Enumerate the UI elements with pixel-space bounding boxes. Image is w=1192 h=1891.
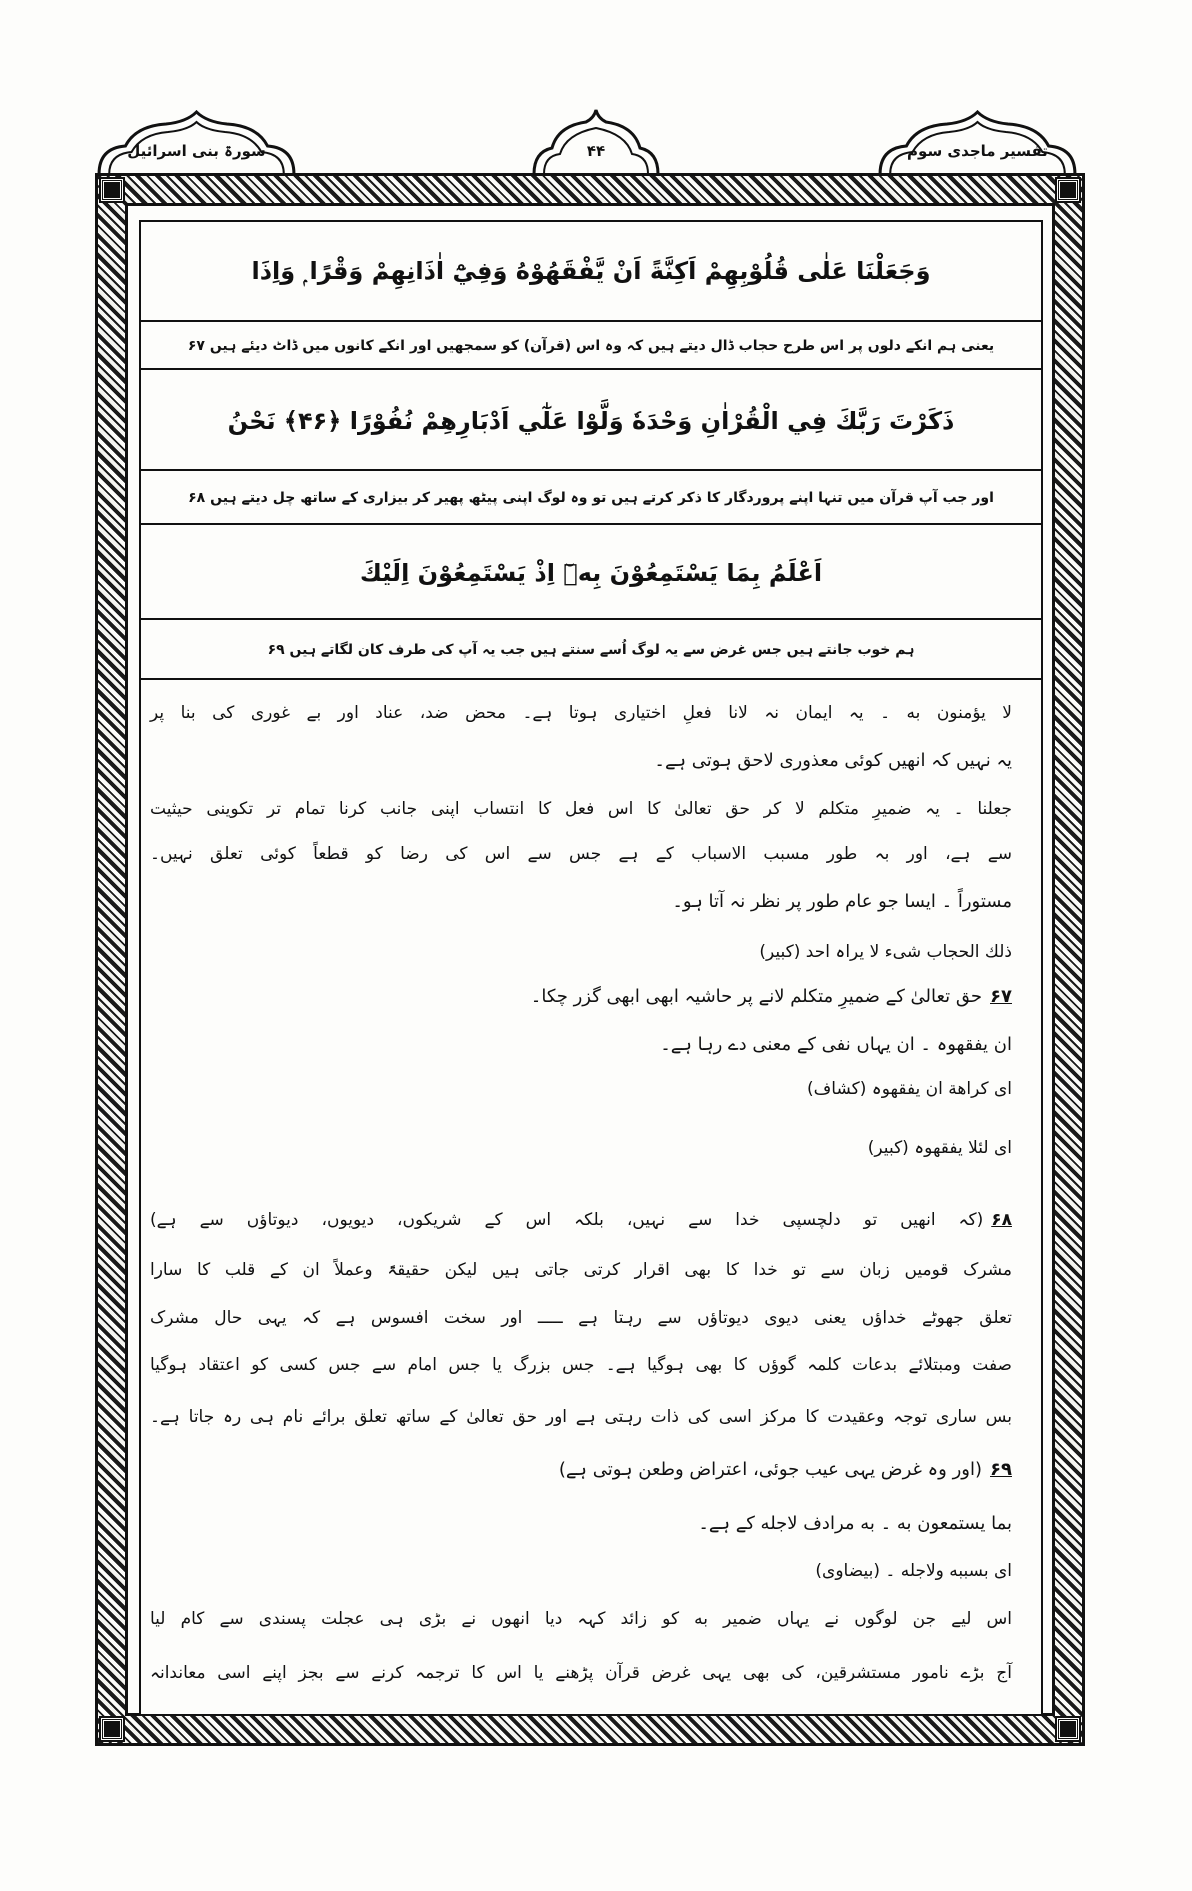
commentary-line (150, 1205, 1012, 1235)
corner-square-icon (101, 179, 123, 201)
footnote-text: حق تعالیٰ کے ضمیرِ متکلم لانے پر حاشیہ ابھی ابھی گزر چکا۔ (530, 986, 983, 1007)
footnote-marker: ۶۸ (991, 1210, 1012, 1230)
verse-arabic-1 (141, 222, 1041, 322)
commentary-line: ای بسببه ولاجله ۔ (بیضاوی) (815, 1561, 1012, 1581)
verse-arabic-3 (141, 527, 1041, 620)
verse-arabic-2 (141, 372, 1041, 471)
footnote-text: (اور وہ غرض یہی عیب جوئی، اعتراض وطعن ہوتی ہے) (558, 1459, 983, 1480)
commentary-line: تعلق جھوٹے خداؤں یعنی دیوی دیوتاؤں سے رہتا ہے ـــــ اور سخت افسوس ہے کہ یہی حال مشرک (150, 1308, 1012, 1328)
book-title-ornament (876, 108, 1079, 176)
surah-name: سورۃ بنی اسرائیل (127, 142, 266, 160)
commentary-line (150, 982, 1012, 1012)
page-number-ornament (530, 108, 662, 176)
book-title: تفسیر ماجدی سوم (907, 142, 1048, 160)
commentary-line: ان یفقھوہ ۔ ان یہاں نفی کے معنی دے رہا ہے۔ (660, 1034, 1012, 1055)
footnote-text: (کہ انھیں تو دلچسپی خدا سے نہیں، بلکہ اس کے شریکوں، دیویوں، دیوتاؤں سے ہے) (150, 1210, 984, 1230)
commentary-line: مستوراً ۔ ایسا جو عام طور پر نظر نہ آتا ہو۔ (672, 891, 1012, 912)
footnote-marker: ۶۷ (990, 986, 1012, 1007)
corner-square-icon (101, 1718, 123, 1740)
commentary-line: آج بڑے نامور مستشرقین، کی بھی یہی غرض قرآن پڑھنے یا اس کا ترجمہ کرنے سے بجز اپنے اسی معاندانہ (150, 1663, 1012, 1683)
commentary-line: لا یؤمنون به ۔ یہ ایمان نہ لانا فعلِ اختیاری ہوتا ہے۔ محض ضد، عناد اور بے غوری کی بنا پر (150, 703, 1012, 723)
corner-square-icon (1057, 179, 1079, 201)
arabic-text: ذَكَرْتَ رَبَّكَ فِي الْقُرْاٰنِ وَحْدَهٗ وَلَّوْا عَلٰٓي اَدْبَارِهِمْ نُفُوْرًا ﴿۴۶﴾ نَحْنُ (227, 406, 955, 435)
commentary-line (150, 1455, 1012, 1485)
arabic-text: وَجَعَلْنَا عَلٰى قُلُوْبِهِمْ اَكِنَّةً اَنْ يَّفْقَهُوْهُ وَفِيْٓ اٰذَانِهِمْ وَقْرًا ۭ وَاِذَا (251, 257, 931, 285)
commentary-line: ای کراھة ان یفقھوہ (کشاف) (807, 1079, 1012, 1099)
commentary-line: ای لئلا یفقھوہ (کبیر) (867, 1138, 1012, 1158)
commentary-line: جعلنا ۔ یہ ضمیرِ متکلم لا کر حق تعالیٰ کا اس فعل کا انتساب اپنی جانب کرنا تمام تر تکوینی حیثیت (150, 799, 1012, 819)
commentary-line: بما یستمعون به ۔ به مرادف لاجله کے ہے۔ (698, 1513, 1012, 1534)
commentary-line: سے ہے، اور بہ طور مسبب الاسباب کے ہے جس سے اس کی رضا کو قطعاً کوئی تعلق نہیں۔ (150, 844, 1012, 864)
corner-square-icon (1057, 1718, 1079, 1740)
translation-text: اور جب آپ قرآن میں تنہا اپنے پروردگار کا ذکر کرتے ہیں تو وہ لوگ اپنی پیٹھ پھیر کر بیزاری کے ساتھ چل دیتے ہیں ۶۸ (188, 490, 994, 506)
footnote-marker: ۶۹ (990, 1459, 1012, 1480)
verse-translation-3 (141, 622, 1041, 680)
commentary-line: مشرک قومیں زبان سے تو خدا کا بھی اقرار کرتی جاتی ہیں لیکن حقیقۃً وعملاً ان کے قلب کا سارا (150, 1260, 1012, 1280)
commentary-line: یہ نہیں کہ انھیں کوئی معذوری لاحق ہوتی ہے۔ (654, 750, 1012, 771)
verse-translation-2 (141, 473, 1041, 525)
translation-text: یعنی ہم انکے دلوں پر اس طرح حجاب ڈال دیتے ہیں کہ وہ اس (قرآن) کو سمجھیں اور انکے کانوں میں ڈاٹ دیئے ہیں ۶۷ (187, 338, 995, 354)
commentary-line: ذلك الحجاب شیء لا یراہ احد (کبیر) (759, 942, 1012, 962)
commentary-line: صفت ومبتلائے بدعات کلمہ گوؤں کا بھی ہوگیا ہے۔ جس بزرگ یا جس امام سے جس کسی کو اعتقاد ہوگیا (150, 1355, 1012, 1375)
page-number: ۴۴ (586, 142, 606, 160)
arabic-text: اَعْلَمُ بِمَا يَسْتَمِعُوْنَ بِهٖٓ اِذْ يَسْتَمِعُوْنَ اِلَيْكَ (359, 558, 823, 587)
surah-name-ornament (95, 108, 298, 176)
verse-translation-1 (141, 324, 1041, 370)
translation-text: ہم خوب جانتے ہیں جس غرض سے یہ لوگ اُسے سنتے ہیں جب یہ آپ کی طرف کان لگاتے ہیں ۶۹ (267, 642, 915, 658)
commentary-line: اس لیے جن لوگوں نے یہاں ضمیر به کو زائد کہہ دیا انھوں نے بڑی ہی عجلت پسندی سے کام لیا (150, 1609, 1012, 1629)
content-box (139, 220, 1043, 1716)
commentary-line: بس ساری توجہ وعقیدت کا مرکز اسی کی ذات رہتی ہے اور حق تعالیٰ کے ساتھ تعلق برائے نام ہی رہ جاتا ہے۔ (150, 1407, 1012, 1427)
